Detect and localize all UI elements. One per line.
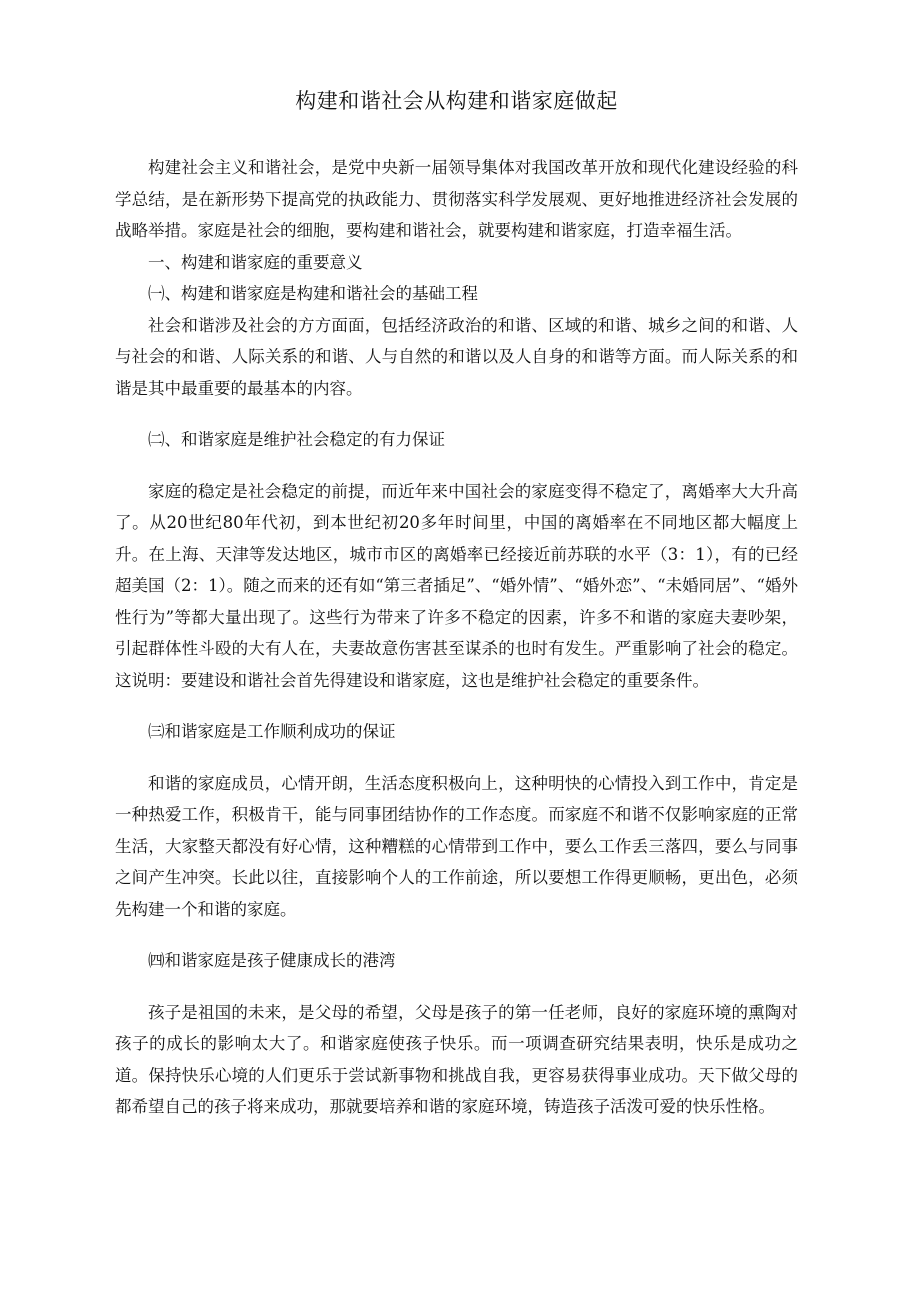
subheading-1: ㈠、构建和谐家庭是构建和谐社会的基础工程 bbox=[148, 284, 478, 303]
paragraph-social-harmony: 社会和谐涉及社会的方方面面，包括经济政治的和谐、区域的和谐、城乡之间的和谐、人与社会的和谐、人际关系的和谐、人与自然的和谐以及人自身的和谐等方面。而人际关系的和谐是其中最重要的最基本的内容。 bbox=[115, 315, 798, 398]
document-title: 构建和谐社会从构建和谐家庭做起 bbox=[295, 89, 618, 113]
spacer bbox=[115, 116, 798, 152]
subheading-3: ㈢和谐家庭是工作顺利成功的保证 bbox=[148, 722, 396, 741]
spacer bbox=[115, 456, 798, 476]
spacer bbox=[115, 925, 798, 945]
subheading-4: ㈣和谐家庭是孩子健康成长的港湾 bbox=[148, 951, 396, 970]
paragraph-work-success: 和谐的家庭成员，心情开朗，生活态度积极向上，这种明快的心情投入到工作中，肯定是一种热爱工作，积极肯干，能与同事团结协作的工作态度。而家庭不和谐不仅影响家庭的正常生活，大家整天都没有好心情，这种糟糕的心情带到工作中，要么工作丢三落四，要么与同事之间产生冲突。长此以往，直接影响个人的工作前途，所以要想工作得更顺畅，更出色，必须先构建一个和谐的家庭。 bbox=[115, 773, 798, 919]
spacer bbox=[115, 404, 798, 424]
section-heading-1: 一、构建和谐家庭的重要意义 bbox=[148, 252, 363, 272]
spacer bbox=[115, 696, 798, 716]
paragraph-children-growth: 孩子是祖国的未来，是父母的希望，父母是孩子的第一任老师，良好的家庭环境的熏陶对孩子的成长的影响太大了。和谐家庭使孩子快乐。而一项调查研究结果表明，快乐是成功之道。保持快乐心境的人们更乐于尝试新事物和挑战自我，更容易获得事业成功。天下做父母的都希望自己的孩子将来成功，那就要培养和谐的家庭环境，铸造孩子活泼可爱的快乐性格。 bbox=[115, 1002, 798, 1116]
spacer bbox=[115, 977, 798, 997]
paragraph-family-stability: 家庭的稳定是社会稳定的前提，而近年来中国社会的家庭变得不稳定了，离婚率大大升高了。从20世纪80年代初，到本世纪初20多年时间里，中国的离婚率在不同地区都大幅度上升。在上海、天津等发达地区，城市市区的离婚率已经接近前苏联的水平（3：1），有的已经超美国（2：1）。随之而来的还有如“第三者插足”、“婚外情”、“婚外恋”、“未婚同居”、“婚外性行为”等都大量出现了。这些行为带来了许多不稳定的因素，许多不和谐的家庭夫妻吵架，引起群体性斗殴的大有人在，夫妻故意伤害甚至谋杀的也时有发生。严重影响了社会的稳定。这说明：要建设和谐社会首先得建设和谐家庭，这也是维护社会稳定的重要条件。 bbox=[115, 481, 798, 690]
intro-paragraph: 构建社会主义和谐社会，是党中央新一届领导集体对我国改革开放和现代化建设经验的科学总结，是在新形势下提高党的执政能力、贯彻落实科学发展观、更好地推进经济社会发展的战略举措。家庭是社会的细胞，要构建和谐社会，就要构建和谐家庭，打造幸福生活。 bbox=[115, 158, 798, 240]
subheading-2: ㈡、和谐家庭是维护社会稳定的有力保证 bbox=[148, 430, 445, 449]
spacer bbox=[115, 748, 798, 768]
